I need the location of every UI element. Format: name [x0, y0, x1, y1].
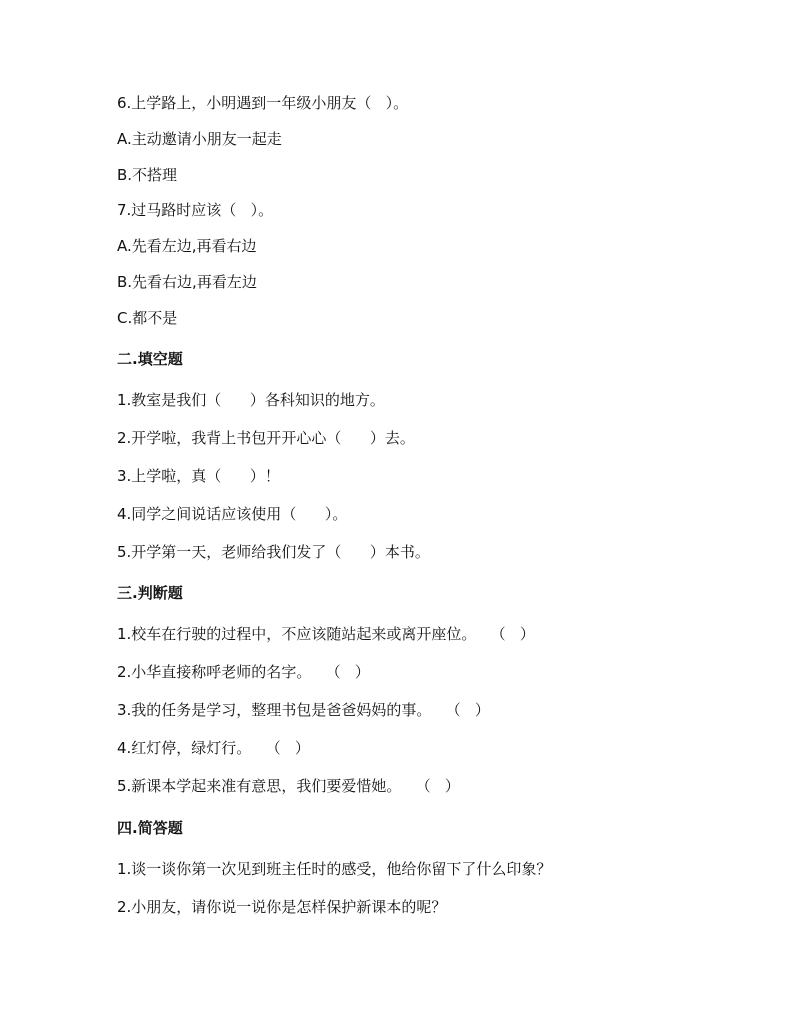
fill-blank-question-5: 5.开学第一天，老师给我们发了（ ）本书。 — [117, 543, 430, 561]
section-heading-fill-blank: 二.填空题 — [117, 350, 183, 368]
question-7-option-c: C.都不是 — [117, 309, 178, 327]
question-7: 7.过马路时应该（ ）。 — [117, 201, 274, 219]
fill-blank-question-3: 3.上学啦，真（ ）！ — [117, 467, 280, 485]
question-7-option-b: B.先看右边,再看左边 — [117, 273, 257, 291]
fill-blank-question-1: 1.教室是我们（ ）各科知识的地方。 — [117, 391, 385, 409]
section-heading-true-false: 三.判断题 — [117, 584, 183, 602]
short-answer-question-1: 1.谈一谈你第一次见到班主任时的感受，他给你留下了什么印象？ — [117, 860, 552, 878]
fill-blank-question-4: 4.同学之间说话应该使用（ ）。 — [117, 505, 348, 523]
true-false-question-5: 5.新课本学起来准有意思，我们要爱惜她。 （ ） — [117, 777, 460, 795]
question-6-option-a: A.主动邀请小朋友一起走 — [117, 130, 282, 148]
fill-blank-question-2: 2.开学啦，我背上书包开开心心（ ）去。 — [117, 429, 415, 447]
question-6-option-b: B.不搭理 — [117, 166, 178, 184]
question-6: 6.上学路上，小明遇到一年级小朋友（ ）。 — [117, 94, 409, 112]
true-false-question-3: 3.我的任务是学习，整理书包是爸爸妈妈的事。 （ ） — [117, 701, 490, 719]
question-7-option-a: A.先看左边,再看右边 — [117, 237, 257, 255]
short-answer-question-2: 2.小朋友，请你说一说你是怎样保护新课本的呢？ — [117, 898, 447, 916]
true-false-question-2: 2.小华直接称呼老师的名字。 （ ） — [117, 663, 370, 681]
true-false-question-4: 4.红灯停，绿灯行。 （ ） — [117, 739, 310, 757]
section-heading-short-answer: 四.简答题 — [117, 819, 183, 837]
true-false-question-1: 1.校车在行驶的过程中，不应该随站起来或离开座位。 （ ） — [117, 625, 535, 643]
